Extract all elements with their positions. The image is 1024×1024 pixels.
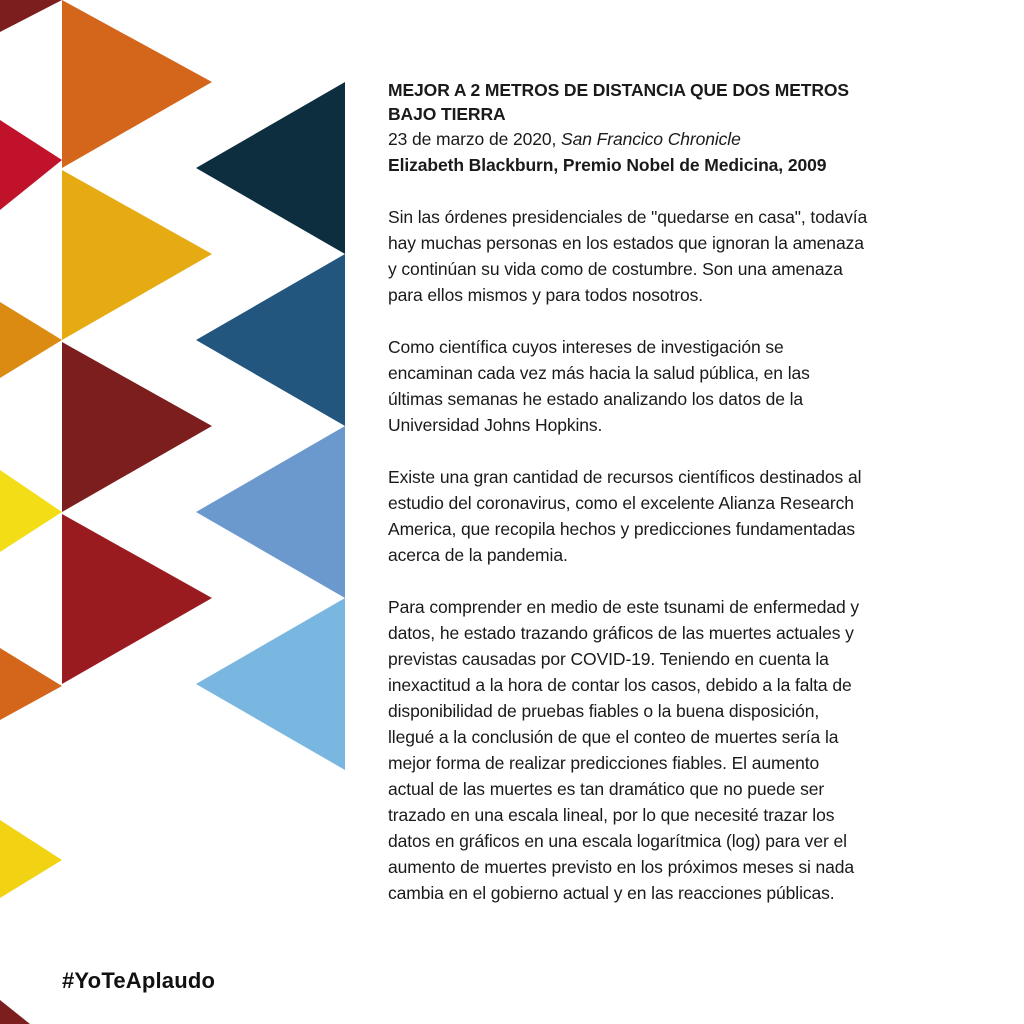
article-paragraph: Para comprender en medio de este tsunami de enfermedad y datos, he estado trazando gráficos de las muertes actuales y previstas causadas por COVID-19. Teniendo en cuenta la inexactitud a la hora de contar los casos, debido a la falta de disponibilidad de pruebas fiables o la buena disposición, llegué a la conclusión de que el conteo de muertes sería la mejor forma de realizar predicciones fiables. El aumento actual de las muertes es tan dramático que no puede ser trazado en una escala lineal, por lo que necesité trazar los datos en gráficos en una escala logarítmica (log) para ver el aumento de muertes previsto en los próximos meses si nada cambia en el gobierno actual y en las reacciones públicas. xyxy=(388,597,860,903)
article-paragraph: Como científica cuyos intereses de investigación se encaminan cada vez más hacia la salud pública, en las últimas semanas he estado analizando los datos de la Universidad Johns Hopkins. xyxy=(388,337,810,435)
hashtag: #YoTeAplaudo xyxy=(62,968,216,993)
triangle-right-navy xyxy=(196,82,345,254)
article-dateline xyxy=(388,126,868,152)
triangle-bottom-corner xyxy=(0,1000,30,1024)
triangle-right-steel-blue xyxy=(196,254,345,426)
triangle-right-light-blue xyxy=(196,598,345,770)
article-byline: Elizabeth Blackburn, Premio Nobel de Medicina, 2009 xyxy=(388,155,827,175)
article xyxy=(388,78,868,906)
triangle-left-orange xyxy=(0,302,62,378)
triangle-mid-orange xyxy=(62,0,212,168)
article-paragraph: Existe una gran cantidad de recursos científicos destinados al estudio del coronavirus, como el excelente Alianza Research America, que recopila hechos y predicciones fundamentadas acerca de la pandemia. xyxy=(388,467,862,565)
triangle-left-yellow-2 xyxy=(0,820,62,898)
triangle-left-orange-2 xyxy=(0,648,62,720)
article-title: MEJOR A 2 METROS DE DISTANCIA QUE DOS METROS BAJO TIERRA xyxy=(388,80,850,124)
triangle-mid-dark-red xyxy=(62,342,212,512)
triangle-left-crimson xyxy=(0,120,62,210)
triangle-right-sky-blue xyxy=(196,426,345,598)
article-paragraph: Sin las órdenes presidenciales de "quedarse en casa", todavía hay muchas personas en los estados que ignoran la amenaza y continúan su vida como de costumbre. Son una amenaza para ellos mismos y para todos nosotros. xyxy=(388,207,868,305)
decorative-triangle-pattern xyxy=(0,0,360,1024)
triangle-mid-red xyxy=(62,514,212,684)
article-body xyxy=(388,204,868,906)
triangle-top-corner xyxy=(0,0,62,32)
triangle-mid-gold xyxy=(62,170,212,340)
article-publication: San Francico Chronicle xyxy=(561,129,741,149)
article-date: 23 de marzo de 2020, xyxy=(388,129,557,149)
triangle-left-yellow xyxy=(0,470,62,552)
